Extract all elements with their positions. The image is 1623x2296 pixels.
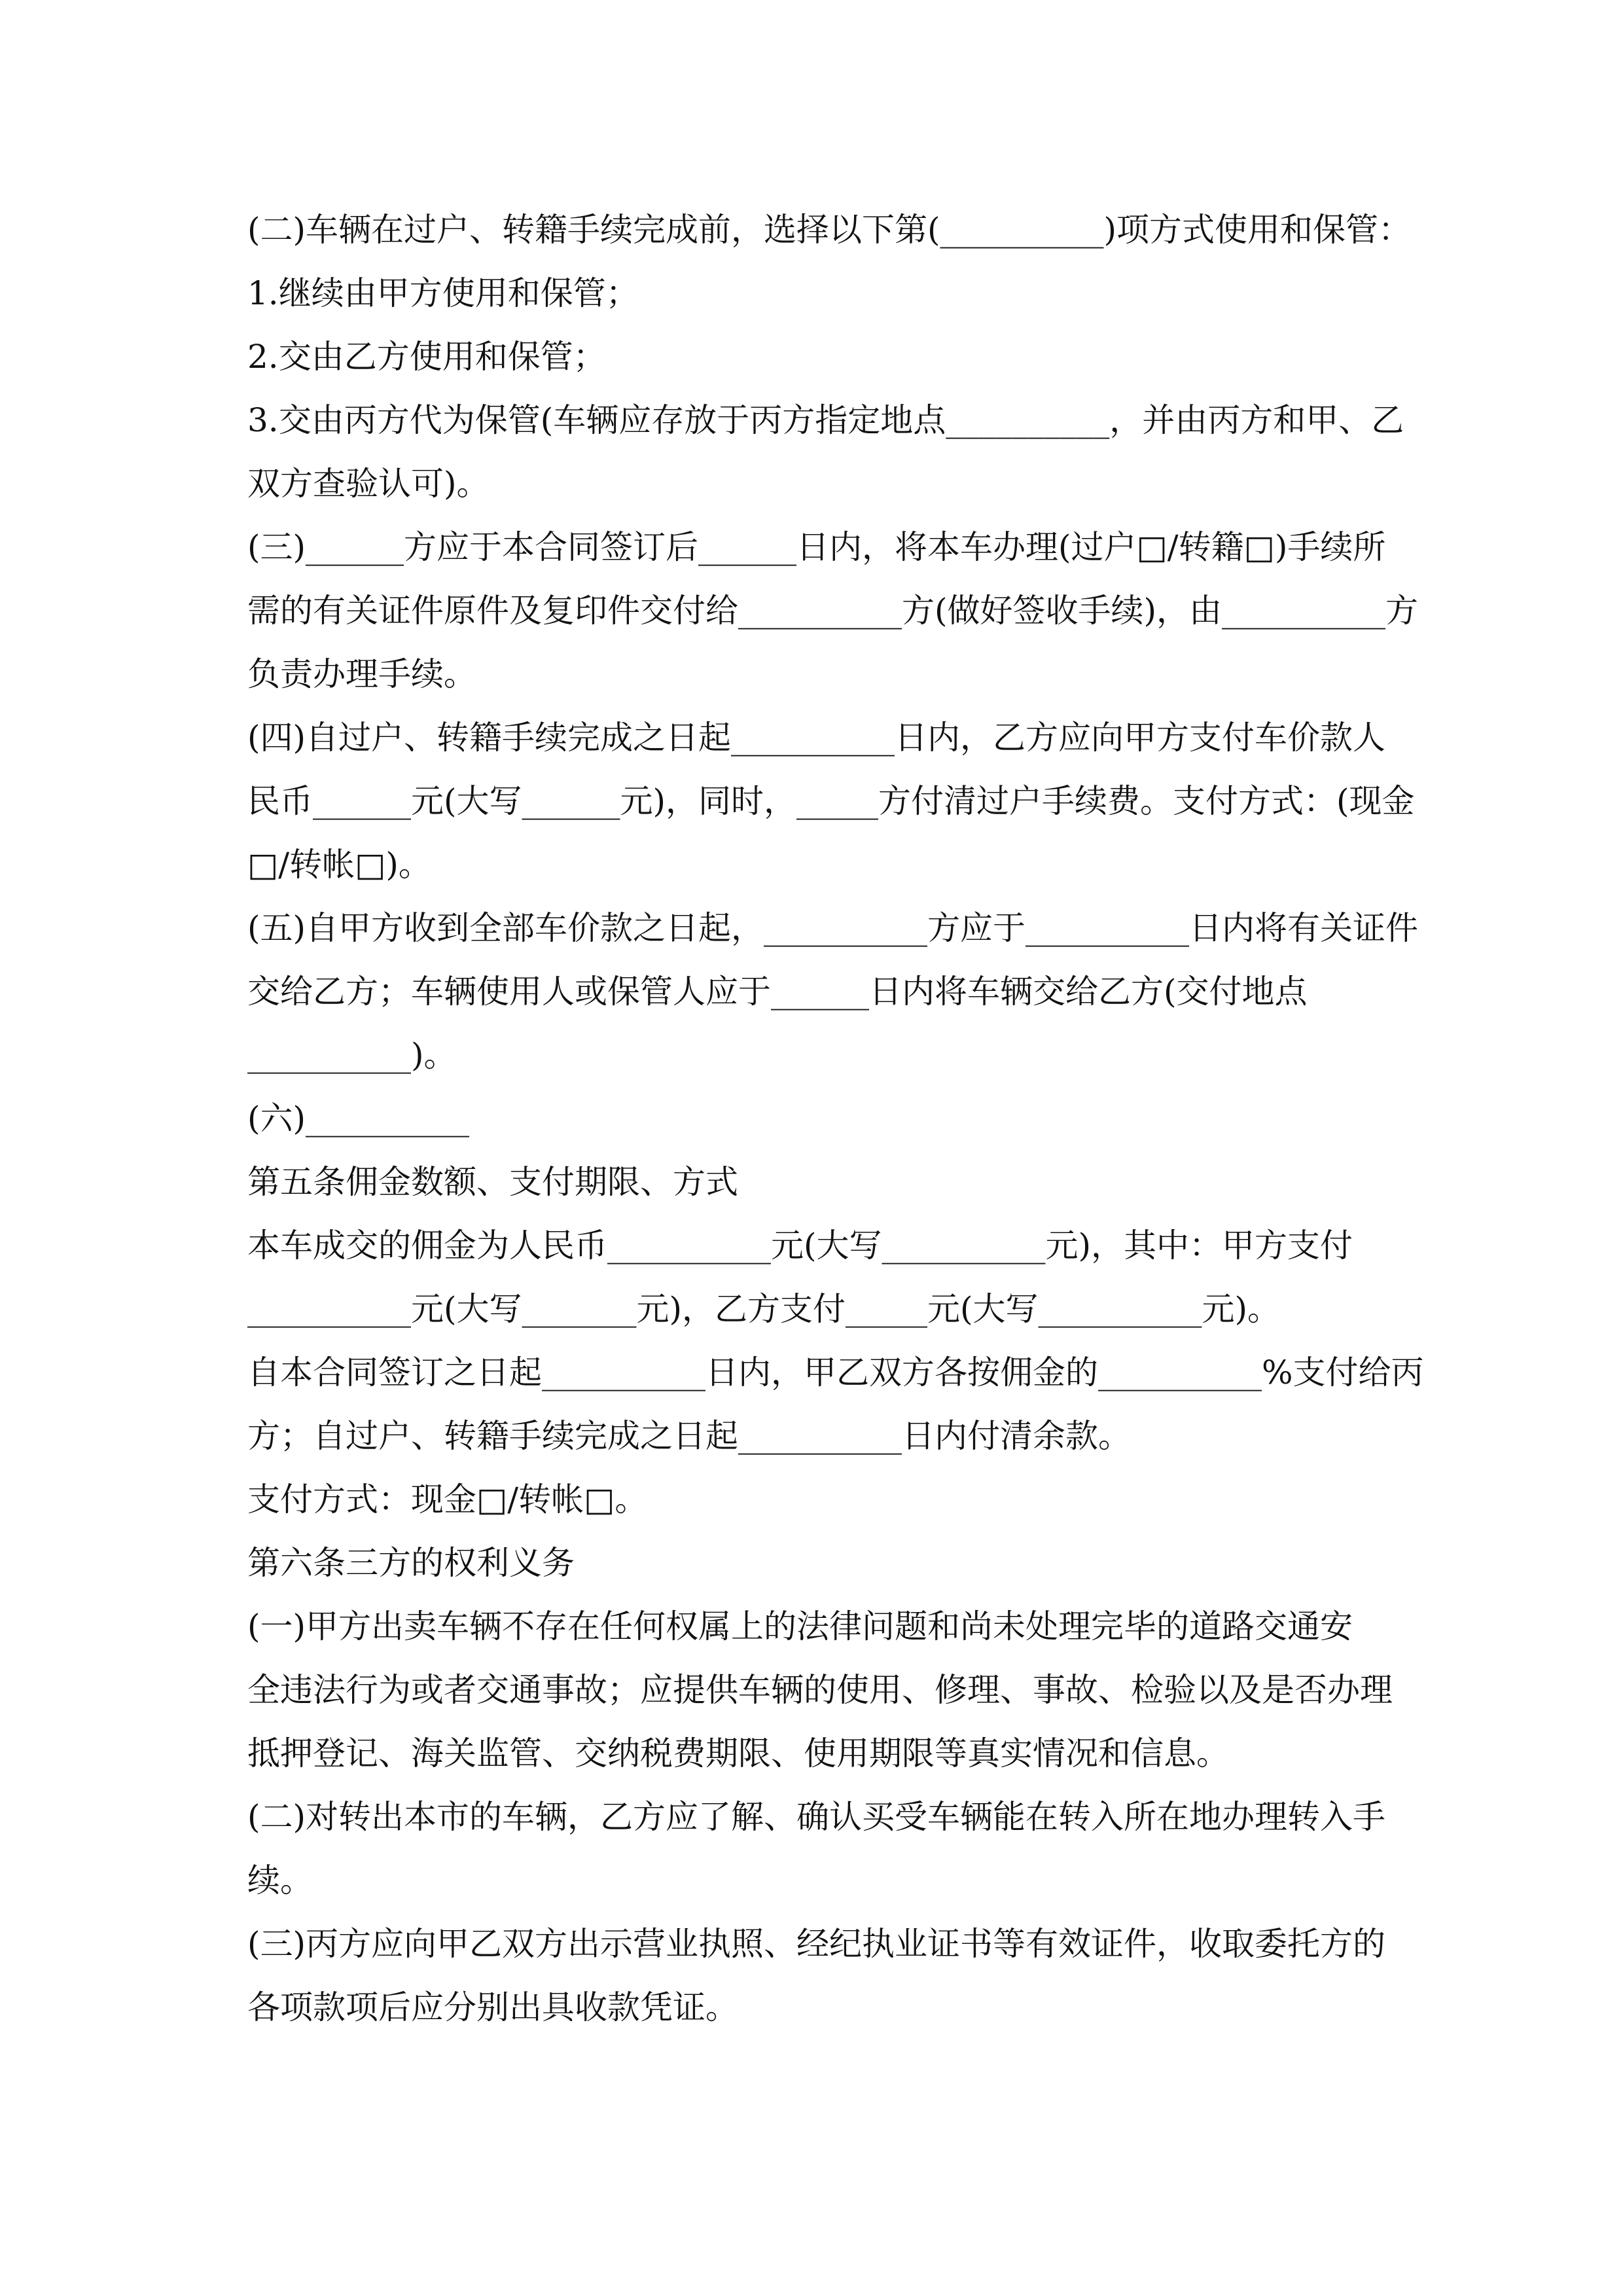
text-line: 抵押登记、海关监管、交纳税费期限、使用期限等真实情况和信息。 (247, 1734, 1229, 1772)
text-line: (五)自甲方收到全部车价款之日起，__________方应于__________日内将有关证件 (247, 909, 1419, 947)
text-line: 2.交由乙方使用和保管； (247, 338, 606, 376)
text-line: 民币______元(大写______元)，同时，_____方付清过户手续费。支付方式：(现金 (247, 782, 1415, 820)
text-line: 支付方式：现金□/转帐□。 (247, 1480, 648, 1518)
section-heading: 第五条佣金数额、支付期限、方式 (247, 1163, 738, 1201)
text-line: __________)。 (247, 1036, 457, 1074)
text-line: 各项款项后应分别出具收款凭证。 (247, 1988, 738, 2026)
section-heading: 第六条三方的权利义务 (247, 1544, 575, 1582)
document-body (247, 198, 1424, 2039)
text-line: 本车成交的佣金为人民币__________元(大写__________元)，其中：甲方支付 (247, 1227, 1353, 1265)
text-line: 双方查验认可)。 (247, 465, 490, 503)
text-line: 1.继续由甲方使用和保管； (247, 274, 639, 312)
text-line: 方；自过户、转籍手续完成之日起__________日内付清余款。 (247, 1417, 1131, 1455)
text-line: □/转帐□)。 (247, 846, 431, 884)
text-line: (一)甲方出卖车辆不存在任何权属上的法律问题和尚未处理完毕的道路交通安 (247, 1607, 1353, 1645)
text-line: 自本合同签订之日起__________日内，甲乙双方各按佣金的__________%支付给丙 (247, 1354, 1424, 1391)
text-line: (三)______方应于本合同签订后______日内，将本车办理(过户□/转籍□)手续所 (247, 528, 1386, 566)
text-line: 需的有关证件原件及复印件交付给__________方(做好签收手续)，由__________方 (247, 592, 1419, 630)
text-line: 交给乙方；车辆使用人或保管人应于______日内将车辆交给乙方(交付地点 (247, 973, 1308, 1011)
text-line: __________元(大写_______元)，乙方支付_____元(大写__________元)。 (247, 1290, 1281, 1328)
text-line: (六)__________ (247, 1100, 470, 1138)
text-line: 负责办理手续。 (247, 655, 476, 693)
text-line: (二)对转出本市的车辆，乙方应了解、确认买受车辆能在转入所在地办理转入手 (247, 1798, 1386, 1836)
text-line: 3.交由丙方代为保管(车辆应存放于丙方指定地点__________，并由丙方和甲、乙 (247, 401, 1404, 439)
text-line: 全违法行为或者交通事故；应提供车辆的使用、修理、事故、检验以及是否办理 (247, 1671, 1393, 1709)
text-line: (二)车辆在过户、转籍手续完成前，选择以下第(__________)项方式使用和保管： (247, 211, 1412, 249)
text-line: 续。 (247, 1861, 313, 1899)
text-line: (三)丙方应向甲乙双方出示营业执照、经纪执业证书等有效证件，收取委托方的 (247, 1925, 1386, 1963)
text-line: (四)自过户、转籍手续完成之日起__________日内，乙方应向甲方支付车价款人 (247, 719, 1386, 757)
